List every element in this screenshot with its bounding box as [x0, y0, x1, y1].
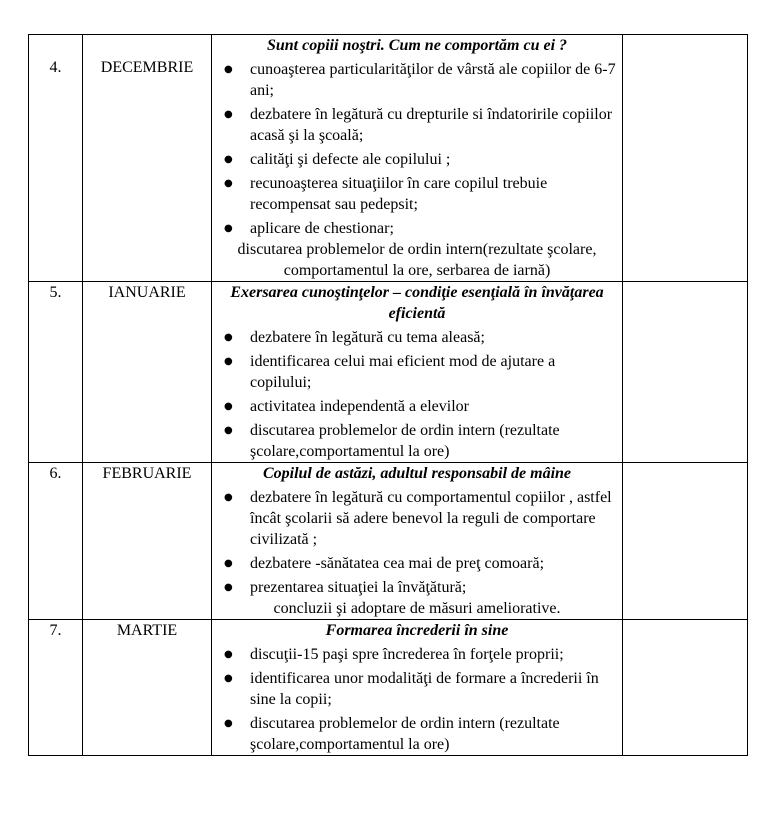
content-cell — [212, 620, 623, 756]
month-cell — [83, 463, 212, 620]
row-number: 5. — [49, 284, 62, 301]
row-number: 6. — [49, 465, 62, 482]
month-cell — [83, 282, 212, 463]
month-label: FEBRUARIE — [102, 465, 192, 482]
bullet-list — [212, 59, 622, 239]
row-number-cell — [29, 282, 83, 463]
meetings-table — [28, 34, 748, 756]
list-item: ● dezbatere în legătură cu comportamentul copiilor , astfel încât şcolarii să adere benevol la reguli de comportare civilizată ; — [250, 487, 616, 550]
list-item: ● identificarea unor modalităţi de formare a încrederii în sine la copii; — [250, 668, 616, 710]
list-item: ● prezentarea situaţiei la învăţătură; — [250, 577, 616, 598]
content-cell — [212, 35, 623, 282]
table-row — [29, 620, 748, 756]
topic-title: Copilul de astăzi, adultul responsabil de mâine — [262, 465, 572, 482]
month-label: IANUARIE — [108, 284, 186, 301]
list-item: ● identificarea celui mai eficient mod de ajutare a copilului; — [250, 351, 616, 393]
list-item: ● activitatea independentă a elevilor — [250, 396, 616, 417]
list-item: ● discuţii-15 paşi spre încrederea în forţele proprii; — [250, 644, 616, 665]
closing-note: concluzii şi adoptare de măsuri ameliorative. — [273, 600, 561, 617]
list-item: ● discutarea problemelor de ordin intern (rezultate şcolare,comportamentul la ore) — [250, 420, 616, 462]
empty-cell — [623, 463, 748, 620]
bullet-list — [212, 487, 622, 598]
empty-cell — [623, 35, 748, 282]
bullet-list — [212, 327, 622, 462]
empty-cell — [623, 620, 748, 756]
list-item: ● calităţi şi defecte ale copilului ; — [250, 149, 616, 170]
content-cell — [212, 463, 623, 620]
row-number: 7. — [49, 622, 62, 639]
empty-cell — [623, 282, 748, 463]
table-row — [29, 282, 748, 463]
list-item: ● cunoaşterea particularităţilor de vârstă ale copiilor de 6-7 ani; — [250, 59, 616, 101]
row-number-cell — [29, 463, 83, 620]
list-item: ● recunoaşterea situaţiilor în care copilul trebuie recompensat sau pedepsit; — [250, 173, 616, 215]
list-item: ● dezbatere în legătură cu tema aleasă; — [250, 327, 616, 348]
row-number-cell — [29, 620, 83, 756]
row-number-cell — [29, 35, 83, 282]
list-item: ● aplicare de chestionar; — [250, 218, 616, 239]
list-item: ● dezbatere în legătură cu drepturile si îndatoririle copiilor acasă şi la şcoală; — [250, 104, 616, 146]
month-label: MARTIE — [116, 622, 178, 639]
topic-title: Exersarea cunoştinţelor – condiţie esenţială în învăţarea eficientă — [230, 284, 604, 322]
list-item: ● dezbatere -sănătatea cea mai de preţ comoară; — [250, 553, 616, 574]
month-cell — [83, 620, 212, 756]
list-item: ● discutarea problemelor de ordin intern (rezultate şcolare,comportamentul la ore) — [250, 713, 616, 755]
month-cell — [83, 35, 212, 282]
closing-note: discutarea problemelor de ordin intern(rezultate şcolare, comportamentul la ore, serbarea de iarnă) — [237, 241, 597, 279]
table-row — [29, 35, 748, 282]
content-cell — [212, 282, 623, 463]
row-number: 4. — [49, 59, 62, 76]
month-label: DECEMBRIE — [100, 59, 194, 76]
topic-title: Formarea încrederii în sine — [325, 622, 509, 639]
bullet-list — [212, 644, 622, 755]
topic-title: Sunt copiii noştri. Cum ne comportăm cu ei ? — [266, 37, 568, 54]
table-row — [29, 463, 748, 620]
